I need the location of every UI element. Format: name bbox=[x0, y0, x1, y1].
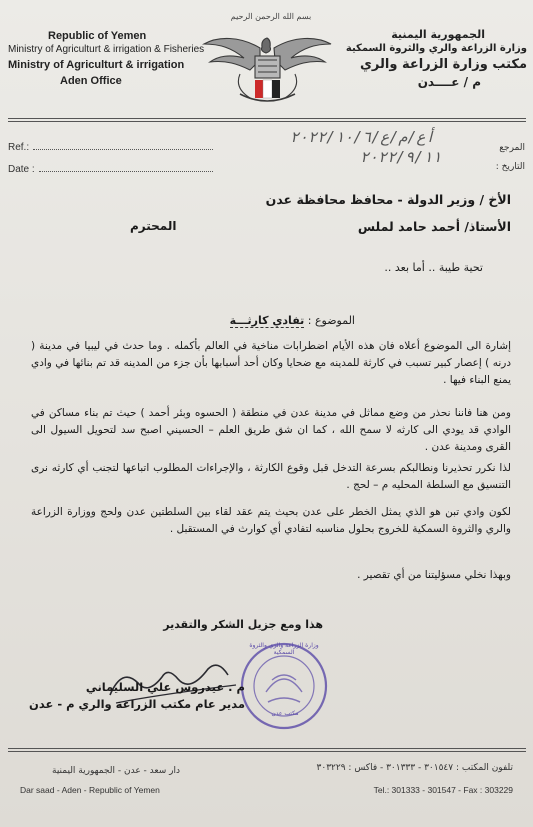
header-arabic bbox=[347, 28, 527, 89]
header-en-line: Ministry of Agriculturt & irrigation & Fisheries bbox=[8, 44, 205, 55]
bismillah: بسم الله الرحمن الرحيم bbox=[230, 12, 312, 21]
ref-handwritten: أع/م/ع/٢٠٢٢/١٠/٦ bbox=[290, 128, 435, 146]
ref-label-ar: المرجع bbox=[499, 143, 525, 153]
greeting: تحية طيبة .. أما بعد .. bbox=[384, 261, 483, 274]
header-english bbox=[8, 30, 208, 87]
date-dotline bbox=[39, 171, 213, 172]
ref-label: Ref.: bbox=[8, 142, 30, 153]
body-paragraph: وبهذا نخلي مسؤليتنا من أي تقصير . bbox=[357, 569, 511, 581]
yemen-eagle-emblem-icon bbox=[200, 30, 335, 110]
subject-line bbox=[205, 314, 355, 327]
footer-address-en: Dar saad - Aden - Republic of Yemen bbox=[20, 785, 160, 795]
addressee-line-1: الأخ / وزير الدولة - محافظ محافظة عدن bbox=[265, 192, 511, 207]
footer-divider bbox=[8, 751, 526, 752]
stamp-ring-text: وزارة الزراعة والري والثروة السمكية bbox=[249, 642, 319, 656]
header-ar-line: مكتب وزارة الزراعة والري bbox=[360, 57, 527, 72]
stamp-center-text: مكتب عدن bbox=[271, 710, 299, 717]
body-paragraph: لكون وادي تبن هو الذي يمثل الخطر على عدن بحيث يتم عقد لقاء بين السلطتين عدن ولحج ووزارة الزراعة والري والثروة السمكية للخروج بحلول مناسبه لتفادي أي كوارث في المستقبل . bbox=[31, 506, 511, 535]
date-label-ar: التاريخ : bbox=[495, 162, 525, 172]
subject-label: الموضوع : bbox=[307, 314, 355, 327]
header-divider bbox=[8, 121, 526, 122]
footer-address-ar: دار سعد - عدن - الجمهورية اليمنية bbox=[52, 766, 180, 776]
footer-divider bbox=[8, 748, 526, 749]
footer-phones-ar: تلفون المكتب : ٣٠١٥٤٧ - ٣٠١٣٣٣ - فاكس : ٣٠٣٢٢٩ bbox=[316, 763, 513, 773]
header-ar-line: م / عــــدن bbox=[417, 75, 481, 89]
body-paragraph: ومن هنا فاننا نحذر من وضع مماثل في مدينة عدن في منطقة ( الحسوه وبئر أحمد ) حيث تم بناء مساكن في الوادي قد يودي الى كارثه لا سمح الله ، كما ان شق طريق العلم – الحسيني اصبح سد لتحويل السيول الى القرى ومدينة عدن . bbox=[31, 407, 511, 453]
ref-dotline bbox=[33, 149, 213, 150]
addressee-honorific: المحترم bbox=[130, 219, 177, 233]
header-ar-line: الجمهورية اليمنية bbox=[391, 28, 485, 41]
body-paragraph: لذا نكرر تحذيرنا ونطالبكم بسرعة التدخل قبل وقوع الكارثة ، والإجراءات المطلوب اتباعها لتجنب أي كارثه نرى التنسيق مع السلطة المحليه م – لحج . bbox=[31, 462, 511, 491]
header-en-line: Aden Office bbox=[60, 75, 122, 87]
footer-phones-en: Tel.: 301333 - 301547 - Fax : 303229 bbox=[373, 785, 513, 795]
header-en-line: Republic of Yemen bbox=[48, 30, 147, 42]
signatory-title: مدير عام مكتب الزراعة والري م - عدن bbox=[29, 697, 245, 711]
subject-title: تفادي كارثـــة bbox=[229, 314, 305, 327]
header-ar-line: وزارة الزراعة والري والثروة السمكية bbox=[345, 43, 527, 54]
header-divider bbox=[8, 118, 526, 119]
date-label: Date : bbox=[8, 164, 35, 175]
date-handwritten: ٢٠٢٢/٩/١١ bbox=[360, 148, 442, 166]
date-field bbox=[8, 164, 213, 175]
ref-field bbox=[8, 142, 213, 153]
body-paragraph: إشارة الى الموضوع أعلاه فان هذه الأيام اضطرابات مناخية في العالم بأكمله . وما حدث في ليبيا في مدينة ( درنه ) إعصار كبير تسبب في كارثة للمدينه مع ضحايا وكان أحد أسبابها بأن جزء من المدينه قد تم بنائها في وادي يمنع البناء فيها . bbox=[31, 340, 511, 386]
addressee-name: الأستاذ/ أحمد حامد لملس bbox=[357, 219, 511, 234]
closing: هذا ومع جزيل الشكر والتقدير bbox=[163, 618, 323, 631]
signatory-name: م . عيدروس علي السليماني bbox=[85, 680, 245, 694]
header-en-line: Ministry of Agriculturt & irrigation bbox=[8, 59, 185, 71]
